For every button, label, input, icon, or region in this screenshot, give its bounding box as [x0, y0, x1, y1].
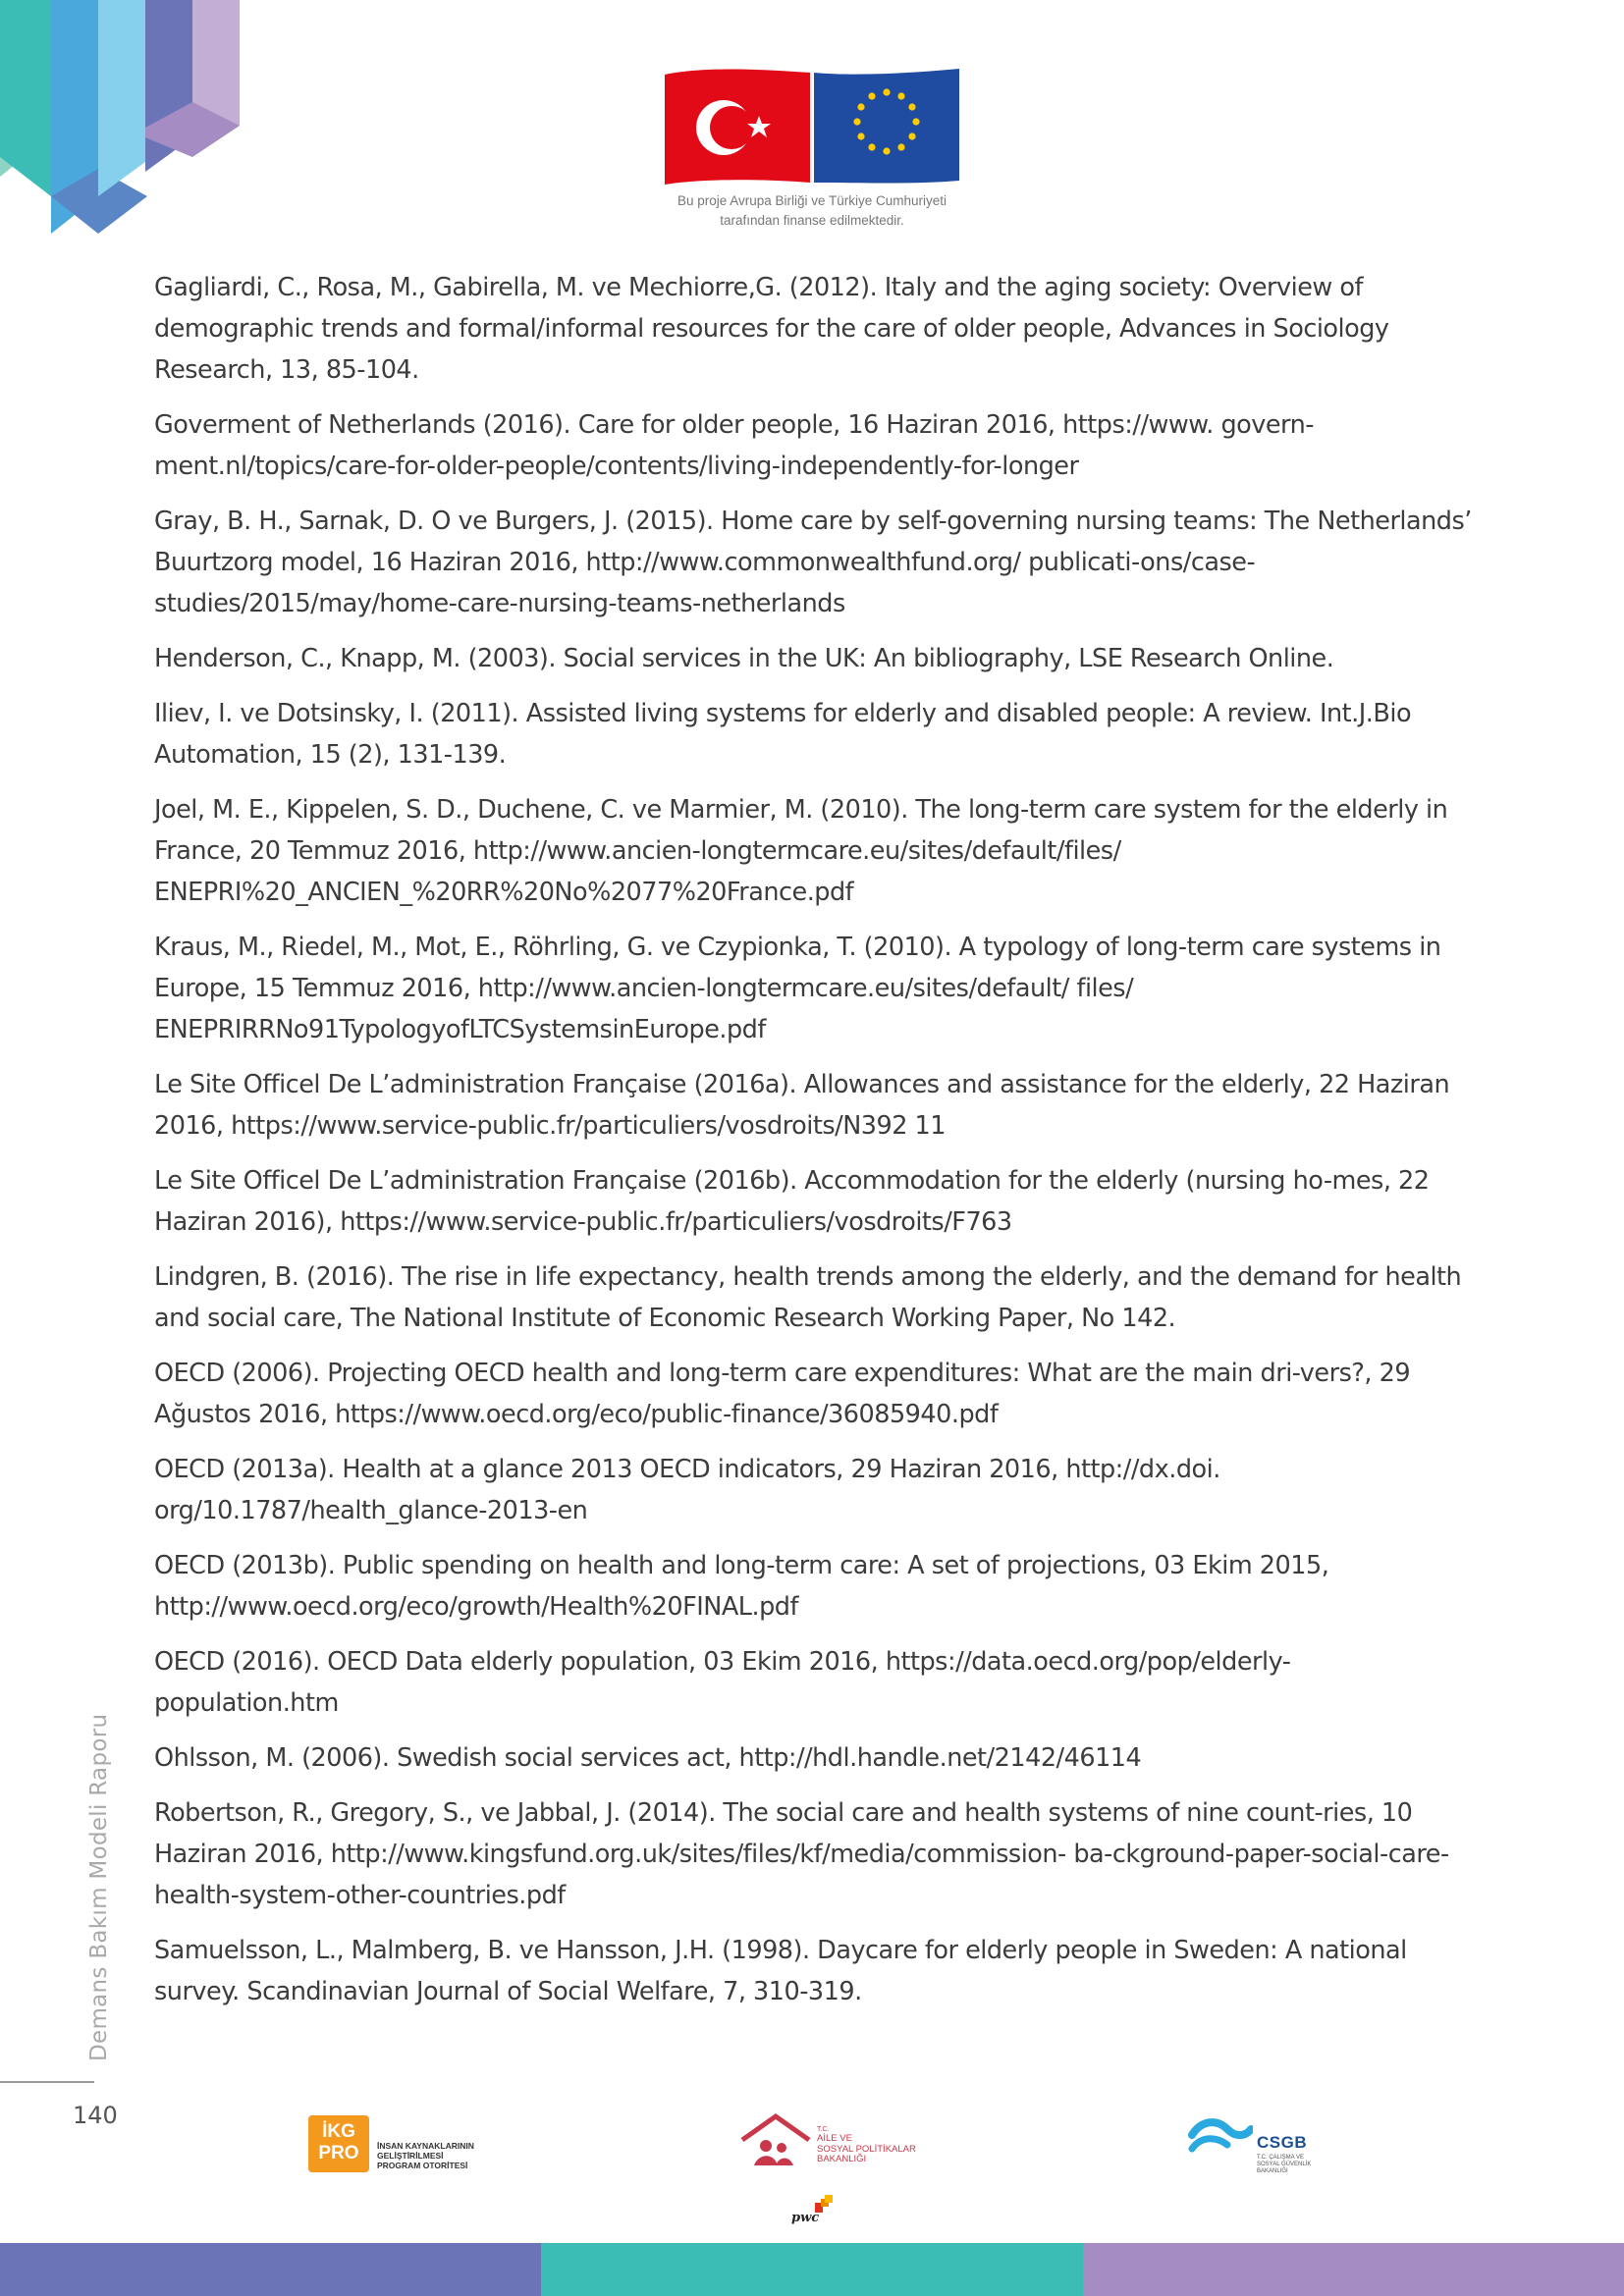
- reference-item: Le Site Officel De L’administration Française (2016b). Accommodation for the elderly (nursing ho-mes, 22 Haziran 2016), https://www.service-public.fr/particuliers/vosdroits/F763: [154, 1166, 1430, 1237]
- ikg-text-line-1: İNSAN KAYNAKLARININ: [377, 2141, 474, 2151]
- reference-item: OECD (2006). Projecting OECD health and long-term care expenditures: What are the main dri-vers?, 29 Ağustos 2016, https://www.oecd.org/eco/public-finance/36085940.pdf: [154, 1359, 1411, 1429]
- reference-item: Joel, M. E., Kippelen, S. D., Duchene, C. ve Marmier, M. (2010). The long-term care system for the elderly in France, 20 Temmuz 2016, http://www.ancien-longtermcare.eu/sites/default/files/ ENEPRI%20_ANCIEN_%20RR%20No%2077%20France.pdf: [154, 795, 1448, 907]
- reference-item: Ohlsson, M. (2006). Swedish social services act, http://hdl.handle.net/2142/46114: [154, 1743, 1142, 1773]
- asp-line-2: SOSYAL POLİTİKALAR: [817, 2143, 916, 2155]
- reference-item: Samuelsson, L., Malmberg, B. ve Hansson, J.H. (1998). Daycare for elderly people in Sweden: A national survey. Scandinavian Journal of Social Welfare, 7, 310-319.: [154, 1936, 1407, 2006]
- reference-item: Goverment of Netherlands (2016). Care for older people, 16 Haziran 2016, https://www. govern-ment.nl/topics/care-for-older-people/contents/living-independently-for-longer: [154, 410, 1314, 481]
- corner-lightblue-stripe: [98, 0, 145, 196]
- ikg-pro-text: [377, 2141, 505, 2170]
- ikg-pro-logo: [308, 2115, 505, 2178]
- reference-item: Robertson, R., Gregory, S., ve Jabbal, J. (2014). The social care and health systems of nine count-ries, 10 Haziran 2016, http://www.kingsfund.org.uk/sites/files/kf/media/commission- ba-ckground-paper-social-care-health-system-other-countries.pdf: [154, 1798, 1449, 1910]
- reference-item: Le Site Officel De L’administration Française (2016a). Allowances and assistance for the elderly, 22 Haziran 2016, https://www.service-public.fr/particuliers/vosdroits/N392 11: [154, 1070, 1450, 1141]
- reference-item: Gagliardi, C., Rosa, M., Gabirella, M. ve Mechiorre,G. (2012). Italy and the aging society: Overview of demographic trends and formal/informal resources for the care of older people, Advances in Sociology Research, 13, 85-104.: [154, 273, 1389, 385]
- asp-ministry-logo: [736, 2110, 916, 2179]
- asp-ministry-text: [817, 2126, 916, 2165]
- crescent-inner: [710, 106, 753, 149]
- reference-item: Henderson, C., Knapp, M. (2003). Social services in the UK: An bibliography, LSE Research Online.: [154, 644, 1334, 673]
- reference-item: OECD (2013a). Health at a glance 2013 OECD indicators, 29 Haziran 2016, http://dx.doi. org/10.1787/health_glance-2013-en: [154, 1455, 1220, 1525]
- asp-house-icon: [736, 2110, 815, 2169]
- csgb-sub-line-1: T.C. ÇALIŞMA VE: [1257, 2155, 1305, 2161]
- reference-item: Iliev, I. ve Dotsinsky, I. (2011). Assisted living systems for elderly and disabled people: A review. Int.J.Bio Automation, 15 (2), 131-139.: [154, 699, 1412, 770]
- csgb-sub-line-3: BAKANLIĞI: [1257, 2168, 1288, 2174]
- ikg-pro-mark: [308, 2115, 369, 2172]
- corner-decoration: [0, 0, 245, 245]
- ikg-mark-line-2: PRO: [318, 2143, 359, 2163]
- reference-item: Lindgren, B. (2016). The rise in life expectancy, health trends among the elderly, and the demand for health and social care, The National Institute of Economic Research Working Paper, No 142.: [154, 1262, 1462, 1333]
- funding-caption-line-1: Bu proje Avrupa Birliği ve Türkiye Cumhuriyeti: [677, 193, 947, 208]
- ikg-text-line-2: GELİŞTİRİLMESİ: [377, 2151, 444, 2161]
- reference-list: [154, 267, 1475, 2026]
- csgb-subtitle: [1257, 2155, 1311, 2175]
- funding-caption-line-2: tarafından finanse edilmektedir.: [720, 213, 904, 228]
- asp-tc: T.C.: [817, 2126, 830, 2133]
- csgb-logo: [1188, 2115, 1335, 2184]
- pwc-logo-text: pwc: [791, 2211, 820, 2225]
- page-number-divider: [0, 2081, 94, 2083]
- eu-flag: [814, 69, 959, 184]
- reference-item: Kraus, M., Riedel, M., Mot, E., Röhrling, G. ve Czypionka, T. (2010). A typology of long-term care systems in Europe, 15 Temmuz 2016, http://www.ancien-longtermcare.eu/sites/default/ files/ ENEPRIRRNo91TypologyofLTCSystemsinEurope.pdf: [154, 933, 1441, 1044]
- ikg-mark-line-1: İKG: [322, 2121, 355, 2142]
- footer-bar-purple: [1083, 2243, 1624, 2296]
- asp-line-1: AİLE VE: [817, 2133, 852, 2144]
- csgb-sub-line-2: SOSYAL GÜVENLİK: [1257, 2162, 1312, 2167]
- reference-item: OECD (2016). OECD Data elderly population, 03 Ekim 2016, https://data.oecd.org/pop/elderly-population.htm: [154, 1647, 1291, 1718]
- footer-bar-teal: [541, 2243, 1082, 2296]
- reference-item: Gray, B. H., Sarnak, D. O ve Burgers, J. (2015). Home care by self-governing nursing teams: The Netherlands’ Buurtzorg model, 16 Haziran 2016, http://www.commonwealthfund.org/ publicati-ons/case-studies/2015/may/home-care-nursing-teams-netherlands: [154, 507, 1472, 618]
- csgb-name: CSGB: [1257, 2133, 1308, 2152]
- tr-eu-flags-logo: [661, 67, 963, 192]
- page-number: 140: [73, 2102, 118, 2129]
- reference-item: OECD (2013b). Public spending on health and long-term care: A set of projections, 03 Ekim 2015, http://www.oecd.org/eco/growth/Health%20FINAL.pdf: [154, 1551, 1329, 1622]
- footer-bar-indigo: [0, 2243, 541, 2296]
- footer-color-bar: [0, 2243, 1624, 2296]
- ikg-text-line-3: PROGRAM OTORİTESİ: [377, 2161, 468, 2170]
- report-title-vertical: Demans Bakım Modeli Raporu: [86, 1713, 112, 2061]
- asp-line-3: BAKANLIĞI: [817, 2154, 867, 2164]
- funding-caption: [589, 191, 1035, 231]
- csgb-wave-icon: [1188, 2115, 1253, 2159]
